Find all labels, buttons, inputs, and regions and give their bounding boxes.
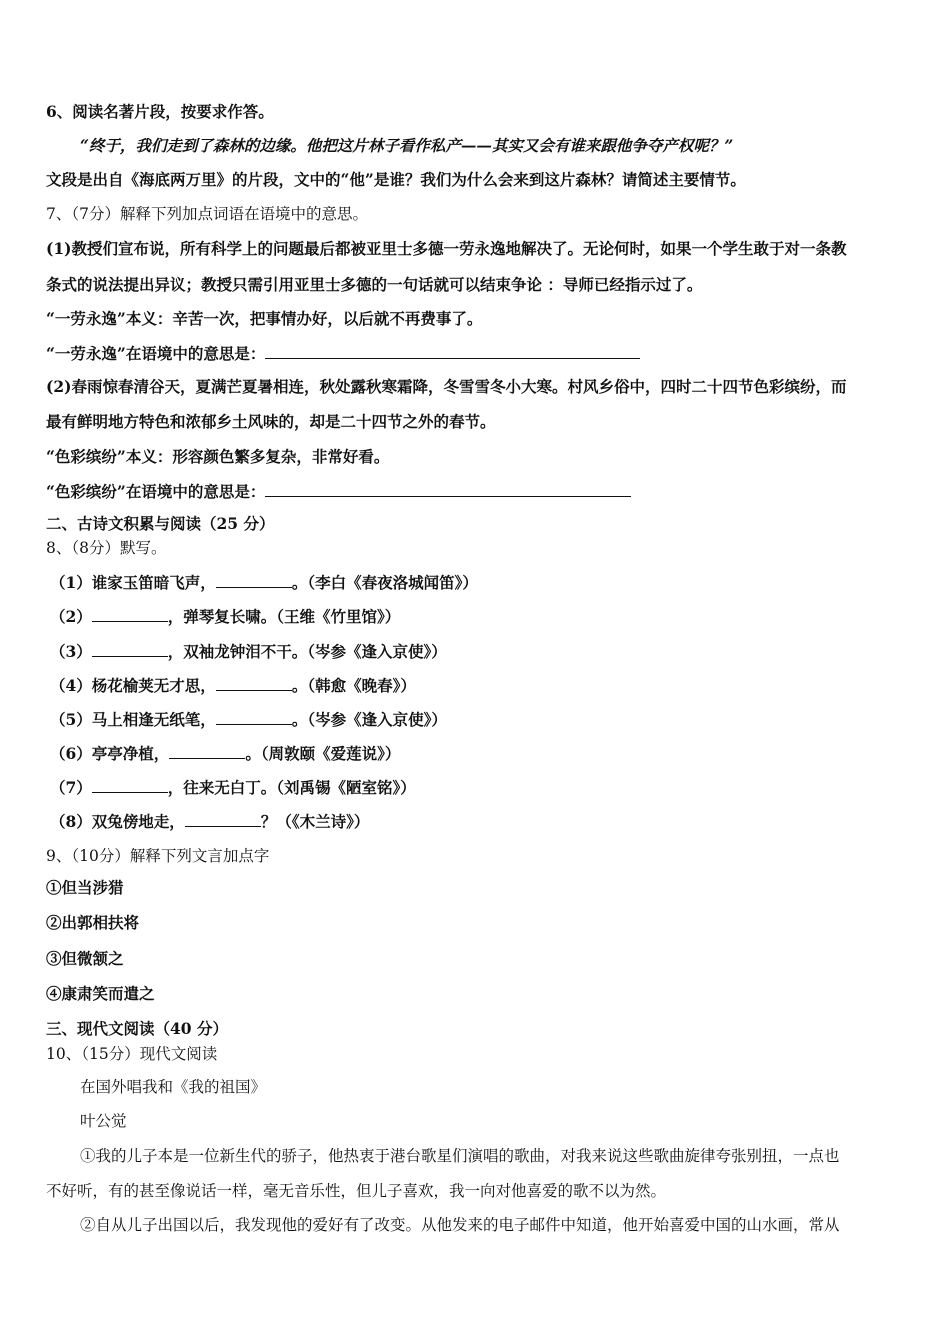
q8-item-text-after: 。（韩愈《晚春》） [291, 676, 416, 695]
q7-p2-line1: (2)春雨惊春清谷天，夏满芒夏暑相连，秋处露秋寒霜降，冬雪雪冬小大寒。村风乡俗中，四时二十四节色彩缤纷，而 [46, 377, 847, 396]
q8-item-blank[interactable] [169, 742, 245, 759]
q7-p1-definition: “一劳永逸”本义：辛苦一次，把事情办好，以后就不再费事了。 [46, 309, 483, 328]
q6-quote: “终于，我们走到了森林的边缘。他把这片林子看作私产——其实又会有谁来跟他争夺产权呢？” [80, 136, 734, 155]
q7-p1-answer-row [46, 342, 640, 365]
q7-p2-blank[interactable] [265, 480, 631, 497]
q8-item-blank[interactable] [216, 708, 292, 725]
q8-item-blank[interactable] [92, 605, 168, 622]
q9-item-1: ①但当涉猎 [46, 878, 124, 897]
q8-item-text-after: ，弹琴复长啸。（王维《竹里馆》） [167, 607, 401, 626]
article-author: 叶公觉 [80, 1112, 127, 1130]
article-para2-line1: ②自从儿子出国以后，我发现他的爱好有了改变。从他发来的电子邮件中知道，他开始喜爱中国的山水画，常从 [80, 1216, 840, 1234]
article-para1-line1: ①我的儿子本是一位新生代的骄子，他热衷于港台歌星们演唱的歌曲，对我来说这些歌曲旋律夸张别扭，一点也 [80, 1147, 840, 1165]
q8-item-text-before: 马上相逢无纸笔， [91, 710, 216, 729]
q8-item-text-before: 亭亭净植， [91, 744, 170, 763]
q7-p2-line2: 最有鲜明地方特色和浓郁乡土风味的，却是二十四节之外的春节。 [46, 412, 496, 431]
q7-p2-prompt: “色彩缤纷”在语境中的意思是： [46, 482, 266, 501]
q8-item-blank[interactable] [216, 571, 292, 588]
q8-item [50, 571, 478, 594]
q6-title: 6、阅读名著片段，按要求作答。 [46, 102, 274, 121]
q8-item-text-before: 谁家玉笛暗飞声， [91, 573, 216, 592]
q10-title: 10、（15分）现代文阅读 [46, 1045, 218, 1063]
q8-item-text-before: 双兔傍地走， [91, 812, 185, 831]
q8-item-blank[interactable] [92, 640, 168, 657]
section2-title: 二、古诗文积累与阅读（25 分） [46, 514, 275, 533]
q8-item [50, 605, 400, 628]
q8-item [50, 708, 447, 731]
q6-question: 文段是出自《海底两万里》的片段，文中的“他”是谁？我们为什么会来到这片森林？请简述主要情节。 [46, 170, 746, 189]
q7-p1-prompt: “一劳永逸”在语境中的意思是： [46, 344, 266, 363]
q8-item [50, 674, 416, 697]
q9-item-2: ②出郭相扶将 [46, 913, 140, 932]
q8-item [50, 640, 447, 663]
q8-item-blank[interactable] [92, 776, 168, 793]
q8-item-number: （2） [50, 607, 92, 626]
q7-p1-line2: 条式的说法提出异议；教授只需引用亚里士多德的一句话就可以结束争论 ：导师已经指示过了。 [46, 275, 703, 294]
q7-p1-blank[interactable] [265, 342, 640, 359]
q9-item-3: ③但微颔之 [46, 949, 124, 968]
q8-item [50, 742, 400, 765]
q8-title: 8、（8分）默写。 [46, 539, 167, 557]
q8-item [50, 776, 416, 799]
q8-item-text-after: ，往来无白丁。（刘禹锡《陋室铭》） [167, 778, 416, 797]
article-para1-line2: 不好听，有的甚至像说话一样，毫无音乐性，但儿子喜欢，我一向对他喜爱的歌不以为然。 [46, 1182, 667, 1200]
q8-item [50, 810, 369, 833]
q8-item-number: （8） [50, 812, 92, 831]
q9-item-4: ④康肃笑而遣之 [46, 984, 155, 1003]
q8-item-blank[interactable] [216, 674, 292, 691]
q7-title: 7、（7分）解释下列加点词语在语境中的意思。 [46, 205, 368, 223]
q8-item-text-after: 。（岑参《逢入京使》） [291, 710, 447, 729]
q8-item-number: （7） [50, 778, 92, 797]
section3-title: 三、现代文阅读（40 分） [46, 1019, 228, 1038]
q7-p2-answer-row [46, 480, 631, 503]
q8-item-number: （3） [50, 642, 92, 661]
q8-item-number: （5） [50, 710, 92, 729]
q8-item-text-after: 。（李白《春夜洛城闻笛》） [291, 573, 478, 592]
q8-item-text-after: ，双袖龙钟泪不干。（岑参《逢入京使》） [167, 642, 447, 661]
q7-p2-definition: “色彩缤纷”本义：形容颜色繁多复杂，非常好看。 [46, 447, 390, 466]
q8-item-number: （4） [50, 676, 92, 695]
q8-item-text-after: ？（《木兰诗》） [260, 812, 370, 831]
q8-item-text-after: 。（周敦颐《爱莲说》） [245, 744, 401, 763]
q9-title: 9、（10分）解释下列文言加点字 [46, 847, 270, 865]
q7-p1-line1: (1)教授们宣布说，所有科学上的问题最后都被亚里士多德一劳永逸地解决了。无论何时，如果一个学生敢于对一条教 [46, 239, 847, 258]
q8-item-number: （1） [50, 573, 92, 592]
article-title: 在国外唱我和《我的祖国》 [80, 1078, 267, 1096]
q8-item-text-before: 杨花榆荚无才思， [91, 676, 216, 695]
q8-item-number: （6） [50, 744, 92, 763]
q8-item-blank[interactable] [185, 810, 261, 827]
